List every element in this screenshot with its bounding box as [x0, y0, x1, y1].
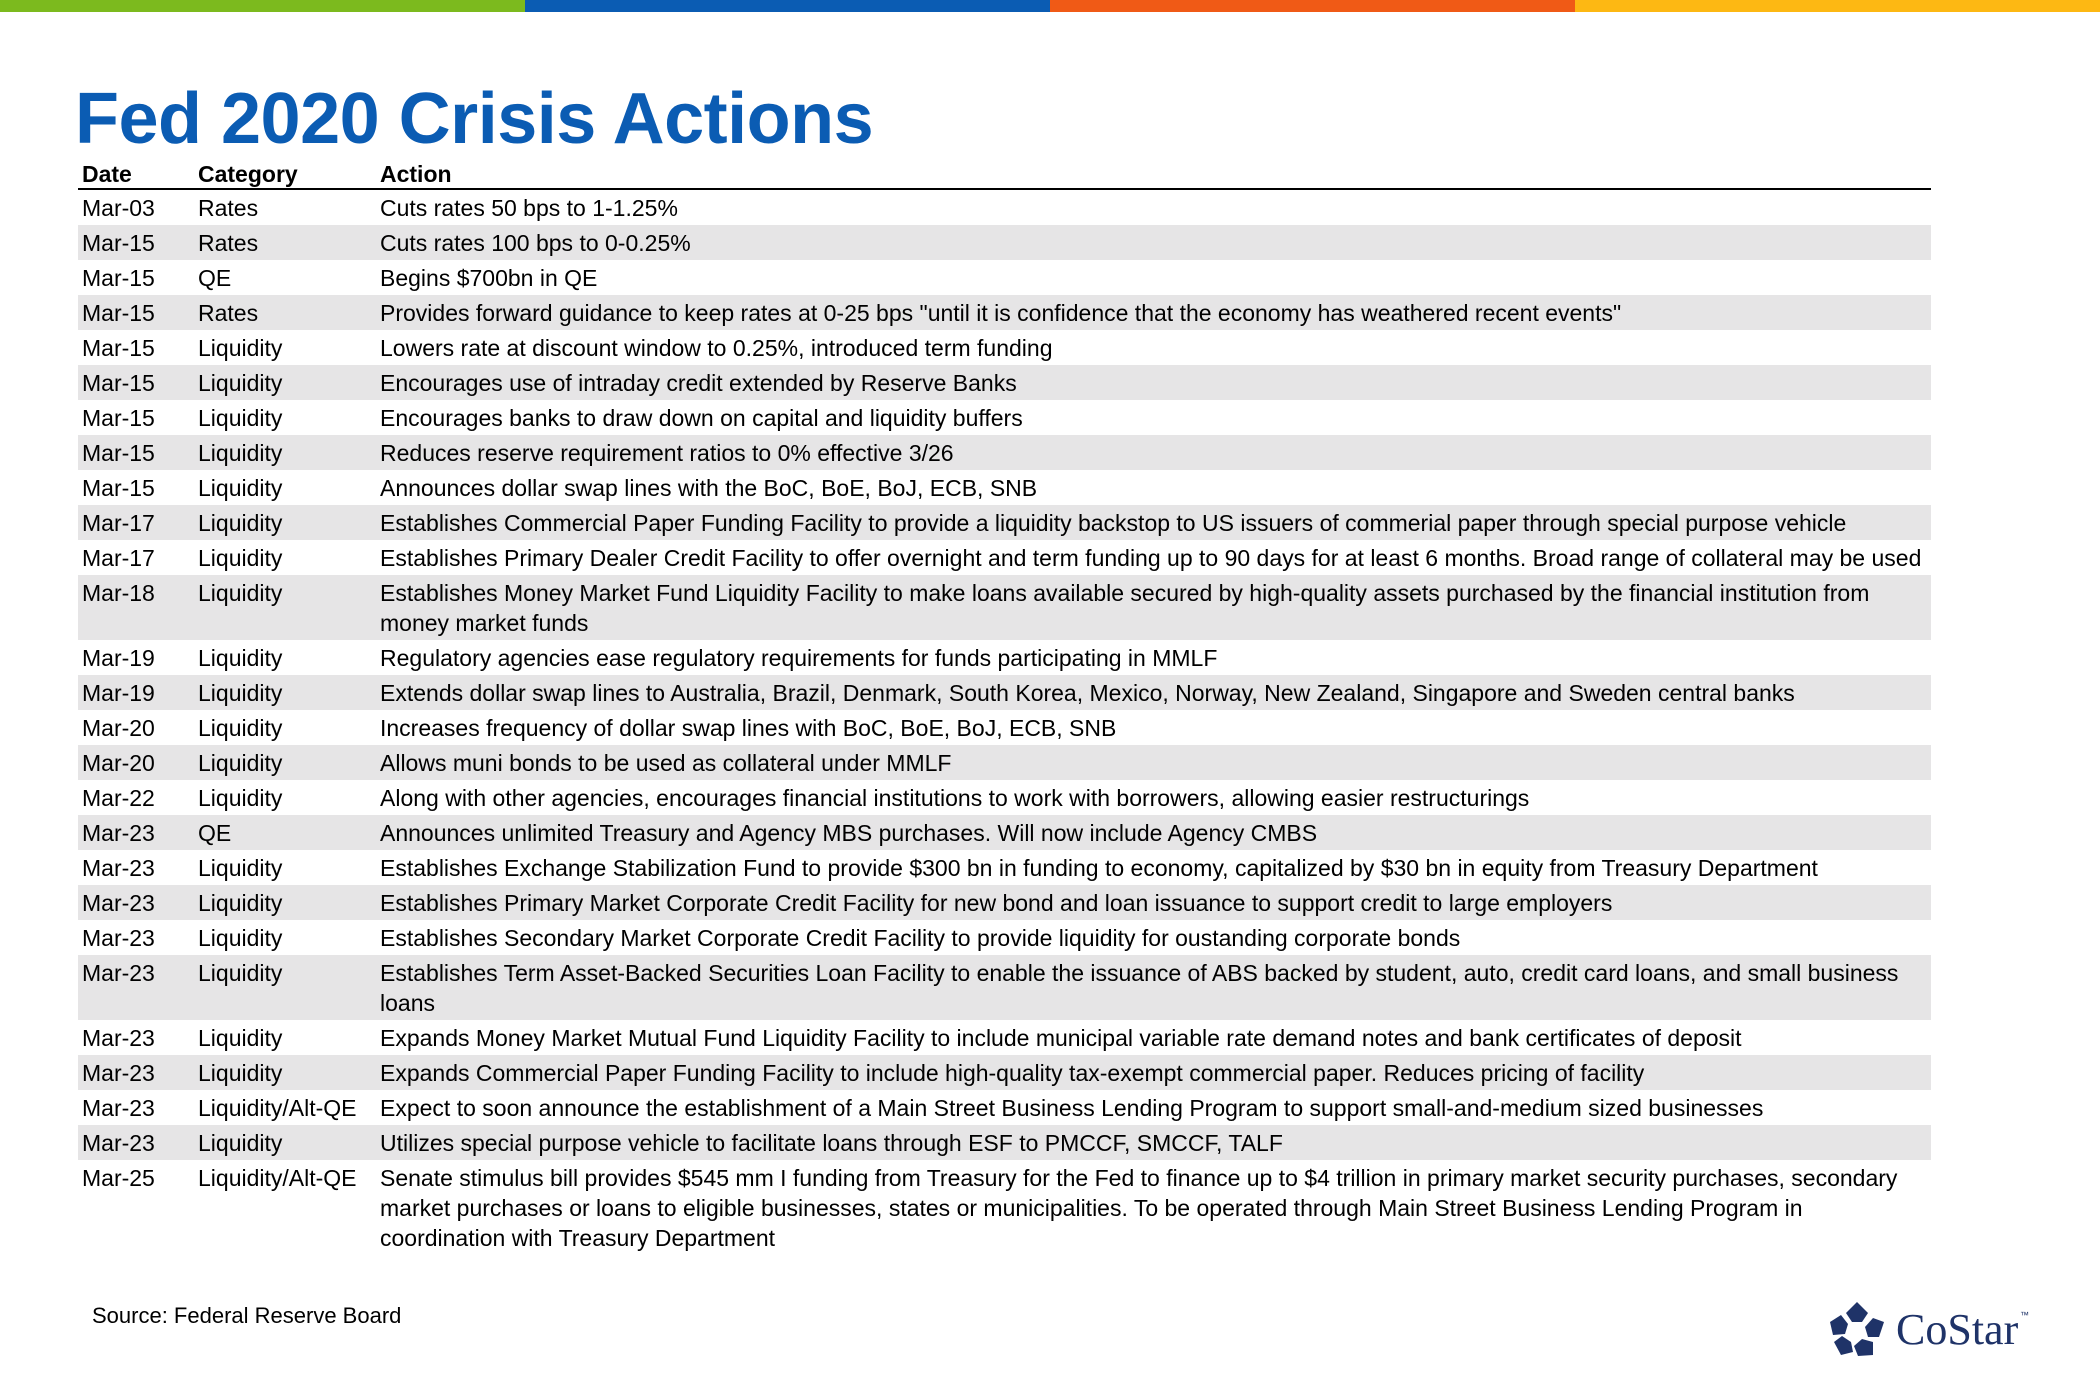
- cell-category: Rates: [198, 195, 259, 221]
- table-row: [78, 365, 1931, 400]
- table-row: [78, 575, 1931, 640]
- cell-action: Begins $700bn in QE: [380, 265, 598, 291]
- cell-action: Establishes Primary Market Corporate Credit Facility for new bond and loan issuance to support credit to large employers: [376, 885, 1931, 920]
- cell-date: Mar-20: [78, 745, 194, 780]
- cell-category: Liquidity: [194, 675, 376, 710]
- cell-category: QE: [194, 815, 376, 850]
- cell-action: Extends dollar swap lines to Australia, Brazil, Denmark, South Korea, Mexico, Norway, New Zealand, Singapore and Sweden central banks: [376, 675, 1931, 710]
- table-row: [78, 470, 1931, 505]
- cell-date: Mar-23: [78, 955, 194, 1020]
- table-row: [78, 1020, 1931, 1055]
- table-row: [78, 920, 1931, 955]
- cell-date: Mar-15: [82, 335, 155, 361]
- cell-category: Liquidity: [194, 745, 376, 780]
- cell-category: Liquidity: [198, 405, 283, 431]
- cell-date: Mar-23: [82, 1095, 155, 1121]
- cell-action: Expands Commercial Paper Funding Facility to include high-quality tax-exempt commercial paper. Reduces pricing of facility: [376, 1055, 1931, 1090]
- cell-category: Liquidity: [194, 955, 376, 1020]
- cell-action: Encourages use of intraday credit extended by Reserve Banks: [376, 365, 1931, 400]
- cell-date: Mar-19: [82, 645, 155, 671]
- actions-table: [78, 160, 1931, 1255]
- cell-action: Establishes Exchange Stabilization Fund to provide $300 bn in funding to economy, capitalized by $30 bn in equity from Treasury Department: [380, 855, 1818, 881]
- cell-category: Liquidity: [194, 1055, 376, 1090]
- costar-star-icon: [1828, 1300, 1886, 1358]
- page-title: Fed 2020 Crisis Actions: [75, 79, 874, 159]
- cell-date: Mar-20: [82, 715, 155, 741]
- cell-category: Liquidity: [198, 475, 283, 501]
- cell-category: Rates: [194, 225, 376, 260]
- table-row: [78, 435, 1931, 470]
- cell-action: Establishes Secondary Market Corporate Credit Facility to provide liquidity for oustanding corporate bonds: [380, 925, 1461, 951]
- table-row: [78, 955, 1931, 1020]
- cell-category: Liquidity: [194, 365, 376, 400]
- cell-date: Mar-18: [78, 575, 194, 640]
- table-row: [78, 330, 1931, 365]
- cell-action: Establishes Primary Dealer Credit Facility to offer overnight and term funding up to 90 days for at least 6 months. Broad range of collateral may be used: [380, 545, 1922, 571]
- cell-date: Mar-19: [78, 675, 194, 710]
- cell-action: Senate stimulus bill provides $545 mm I funding from Treasury for the Fed to finance up to $4 trillion in primary market security purchases, secondary market purchases or loans to eligible businesses, states or municipalities. To be operated through Main Street Business Lending Program in coordination with Treasury Department: [380, 1165, 1898, 1251]
- cell-date: Mar-23: [82, 925, 155, 951]
- table-row: [78, 540, 1931, 575]
- cell-category: QE: [198, 265, 232, 291]
- stripe-green: [0, 0, 525, 12]
- table-row: [78, 295, 1931, 330]
- table-row: [78, 1160, 1931, 1255]
- cell-category: Liquidity: [194, 1125, 376, 1160]
- table-row: [78, 260, 1931, 295]
- table-row: [78, 400, 1931, 435]
- cell-category: Liquidity/Alt-QE: [198, 1165, 357, 1191]
- cell-action: Utilizes special purpose vehicle to facilitate loans through ESF to PMCCF, SMCCF, TALF: [376, 1125, 1931, 1160]
- cell-action: Provides forward guidance to keep rates at 0-25 bps "until it is confidence that the economy has weathered recent events": [376, 295, 1931, 330]
- cell-date: Mar-23: [78, 885, 194, 920]
- cell-action: Encourages banks to draw down on capital and liquidity buffers: [380, 405, 1023, 431]
- table-header: [78, 160, 1931, 189]
- logo-trademark: ™: [2020, 1310, 2029, 1320]
- cell-action: Establishes Money Market Fund Liquidity Facility to make loans available secured by high-quality assets purchased by the financial institution from money market funds: [376, 575, 1931, 640]
- stripe-orange: [1050, 0, 1575, 12]
- cell-category: Liquidity: [198, 785, 283, 811]
- header-row: [78, 160, 1931, 189]
- stripe-yellow: [1575, 0, 2100, 12]
- cell-category: Liquidity: [198, 545, 283, 571]
- header-action: Action: [376, 160, 1931, 189]
- costar-logo: [1828, 1300, 2033, 1360]
- header-category: Category: [194, 160, 376, 189]
- cell-date: Mar-23: [78, 815, 194, 850]
- cell-date: Mar-15: [82, 405, 155, 431]
- cell-category: Liquidity: [198, 1025, 283, 1051]
- header-date: Date: [78, 160, 194, 189]
- cell-date: Mar-15: [82, 475, 155, 501]
- cell-category: Liquidity: [198, 855, 283, 881]
- stripe-blue: [525, 0, 1050, 12]
- cell-date: Mar-15: [78, 365, 194, 400]
- table-row: [78, 505, 1931, 540]
- cell-action: Allows muni bonds to be used as collateral under MMLF: [376, 745, 1931, 780]
- cell-category: Liquidity: [198, 925, 283, 951]
- cell-date: Mar-17: [82, 545, 155, 571]
- cell-date: Mar-15: [78, 225, 194, 260]
- cell-date: Mar-22: [82, 785, 155, 811]
- table-row: [78, 225, 1931, 260]
- cell-category: Liquidity: [198, 715, 283, 741]
- cell-action: Announces unlimited Treasury and Agency MBS purchases. Will now include Agency CMBS: [376, 815, 1931, 850]
- cell-category: Liquidity/Alt-QE: [198, 1095, 357, 1121]
- table-row: [78, 745, 1931, 780]
- table-row: [78, 189, 1931, 225]
- cell-date: Mar-17: [78, 505, 194, 540]
- cell-category: Rates: [194, 295, 376, 330]
- cell-action: Along with other agencies, encourages financial institutions to work with borrowers, allowing easier restructurings: [380, 785, 1530, 811]
- cell-category: Liquidity: [198, 645, 283, 671]
- table-row: [78, 675, 1931, 710]
- table-row: [78, 850, 1931, 885]
- cell-action: Lowers rate at discount window to 0.25%, introduced term funding: [380, 335, 1053, 361]
- cell-category: Liquidity: [194, 575, 376, 640]
- cell-category: Liquidity: [194, 505, 376, 540]
- cell-date: Mar-03: [82, 195, 155, 221]
- logo-text: CoStar: [1896, 1305, 2019, 1354]
- source-note: Source: Federal Reserve Board: [92, 1303, 402, 1328]
- cell-action: Announces dollar swap lines with the BoC, BoE, BoJ, ECB, SNB: [380, 475, 1038, 501]
- cell-category: Liquidity: [194, 885, 376, 920]
- cell-category: Liquidity: [194, 435, 376, 470]
- cell-date: Mar-15: [78, 435, 194, 470]
- table-row: [78, 1125, 1931, 1160]
- cell-action: Regulatory agencies ease regulatory requirements for funds participating in MMLF: [380, 645, 1218, 671]
- cell-action: Increases frequency of dollar swap lines with BoC, BoE, BoJ, ECB, SNB: [380, 715, 1117, 741]
- table-row: [78, 1055, 1931, 1090]
- cell-action: Cuts rates 100 bps to 0-0.25%: [376, 225, 1931, 260]
- table-row: [78, 640, 1931, 675]
- top-color-stripe: [0, 0, 2100, 12]
- table-row: [78, 710, 1931, 745]
- cell-date: Mar-15: [78, 295, 194, 330]
- table-row: [78, 1090, 1931, 1125]
- cell-action: Establishes Commercial Paper Funding Facility to provide a liquidity backstop to US issuers of commerial paper through special purpose vehicle: [376, 505, 1931, 540]
- table-body: [78, 189, 1931, 1255]
- table-row: [78, 815, 1931, 850]
- cell-date: Mar-23: [78, 1055, 194, 1090]
- cell-date: Mar-23: [78, 1125, 194, 1160]
- cell-date: Mar-25: [82, 1165, 155, 1191]
- cell-action: Expect to soon announce the establishment of a Main Street Business Lending Program to support small-and-medium sized businesses: [380, 1095, 1764, 1121]
- cell-action: Reduces reserve requirement ratios to 0% effective 3/26: [376, 435, 1931, 470]
- table-row: [78, 885, 1931, 920]
- cell-category: Liquidity: [198, 335, 283, 361]
- table-row: [78, 780, 1931, 815]
- cell-date: Mar-23: [82, 1025, 155, 1051]
- cell-action: Establishes Term Asset-Backed Securities Loan Facility to enable the issuance of ABS backed by student, auto, credit card loans, and small business loans: [376, 955, 1931, 1020]
- cell-date: Mar-23: [82, 855, 155, 881]
- cell-action: Cuts rates 50 bps to 1-1.25%: [380, 195, 678, 221]
- cell-date: Mar-15: [82, 265, 155, 291]
- cell-action: Expands Money Market Mutual Fund Liquidity Facility to include municipal variable rate demand notes and bank certificates of deposit: [380, 1025, 1742, 1051]
